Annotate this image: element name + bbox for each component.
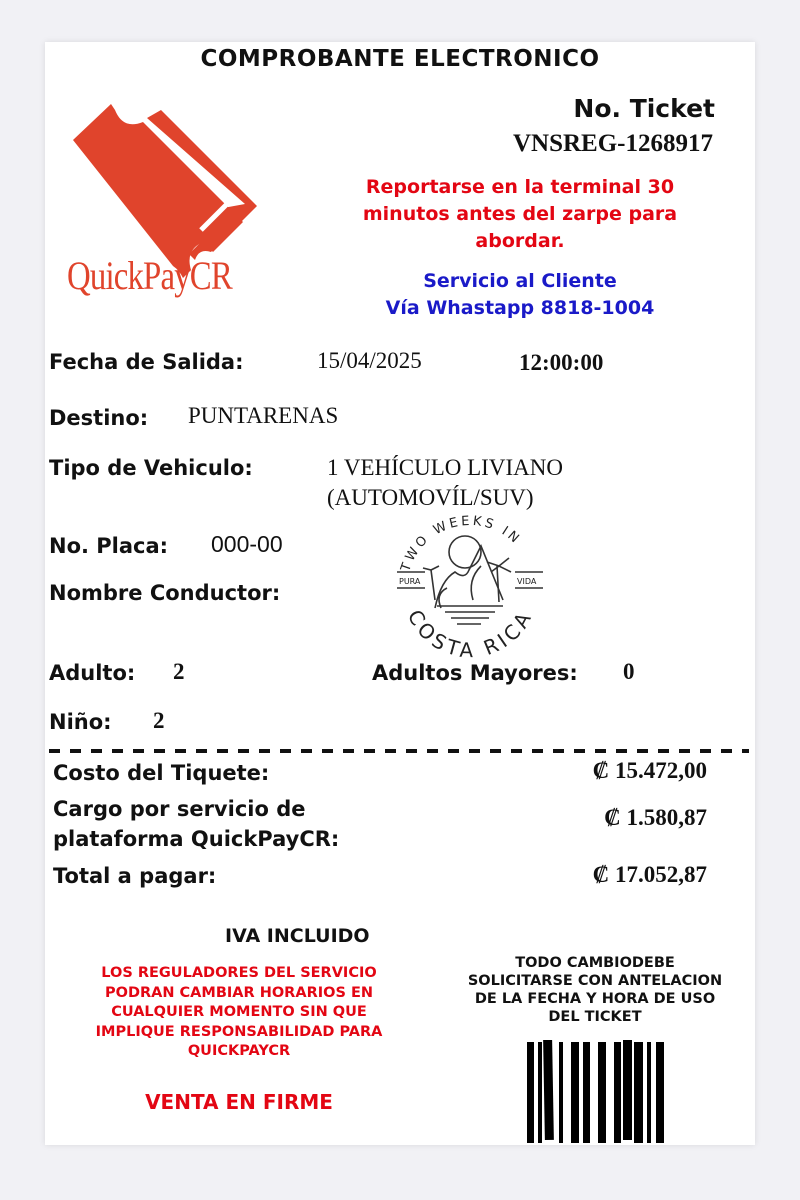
plate-value: 000-00 bbox=[211, 531, 283, 557]
brand-name: QuickPayCR bbox=[67, 253, 232, 298]
departure-time: 12:00:00 bbox=[519, 350, 604, 375]
change-policy-notice: TODO CAMBIODEBE SOLICITARSE CON ANTELACION DE LA FECHA Y HORA DE USO DEL TICKET bbox=[467, 955, 723, 1025]
svg-text:PURA: PURA bbox=[399, 577, 421, 586]
ticket-number-label: No. Ticket bbox=[573, 94, 715, 123]
driver-label: Nombre Conductor: bbox=[49, 581, 281, 605]
child-label: Niño: bbox=[49, 710, 112, 734]
destination-value: PUNTARENAS bbox=[188, 403, 339, 428]
ticket-number: VNSREG-1268917 bbox=[512, 130, 713, 157]
seniors-count: 0 bbox=[623, 659, 635, 684]
adult-count: 2 bbox=[173, 659, 185, 684]
svg-text:COSTA RICA: COSTA RICA bbox=[402, 605, 538, 660]
total-value: ₡ 17.052,87 bbox=[592, 862, 707, 887]
final-sale-notice: VENTA EN FIRME bbox=[145, 1090, 333, 1114]
vehicle-type-label: Tipo de Vehiculo: bbox=[49, 456, 253, 480]
dashed-divider bbox=[49, 749, 749, 753]
customer-service-info: Servicio al Cliente Vía Whastapp 8818-1004 bbox=[385, 270, 655, 319]
iva-included-label: IVA INCLUIDO bbox=[225, 925, 370, 947]
service-fee-value: ₡ 1.580,87 bbox=[604, 805, 707, 830]
receipt-card bbox=[45, 42, 755, 1145]
vehicle-type-value: 1 VEHÍCULO LIVIANO (AUTOMOVÍL/SUV) bbox=[327, 455, 563, 510]
seniors-label: Adultos Mayores: bbox=[372, 661, 578, 685]
departure-label: Fecha de Salida: bbox=[49, 350, 244, 374]
departure-date: 15/04/2025 bbox=[317, 348, 422, 373]
service-fee-label: Cargo por servicio de plataforma QuickPayCR: bbox=[53, 797, 340, 851]
child-count: 2 bbox=[153, 708, 165, 733]
schedule-disclaimer: LOS REGULADORES DEL SERVICIO PODRAN CAMBIAR HORARIOS EN CUALQUIER MOMENTO SIN QUE IMPLIQUE RESPONSABILIDAD PARA QUICKPAYCR bbox=[95, 965, 383, 1059]
boarding-notice: Reportarse en la terminal 30 minutos antes del zarpe para abordar. bbox=[362, 176, 678, 252]
ticket-cost-value: ₡ 15.472,00 bbox=[592, 758, 707, 783]
svg-text:TWO WEEKS IN: TWO WEEKS IN bbox=[398, 513, 524, 574]
two-weeks-in-costa-rica-stamp-icon bbox=[385, 510, 555, 660]
adult-label: Adulto: bbox=[49, 661, 136, 685]
svg-text:VIDA: VIDA bbox=[517, 577, 537, 586]
total-label: Total a pagar: bbox=[53, 864, 217, 888]
ticket-cost-label: Costo del Tiquete: bbox=[53, 761, 270, 785]
destination-label: Destino: bbox=[49, 406, 149, 430]
plate-label: No. Placa: bbox=[49, 534, 169, 558]
barcode-icon bbox=[527, 1040, 672, 1143]
document-title: COMPROBANTE ELECTRONICO bbox=[200, 46, 600, 72]
